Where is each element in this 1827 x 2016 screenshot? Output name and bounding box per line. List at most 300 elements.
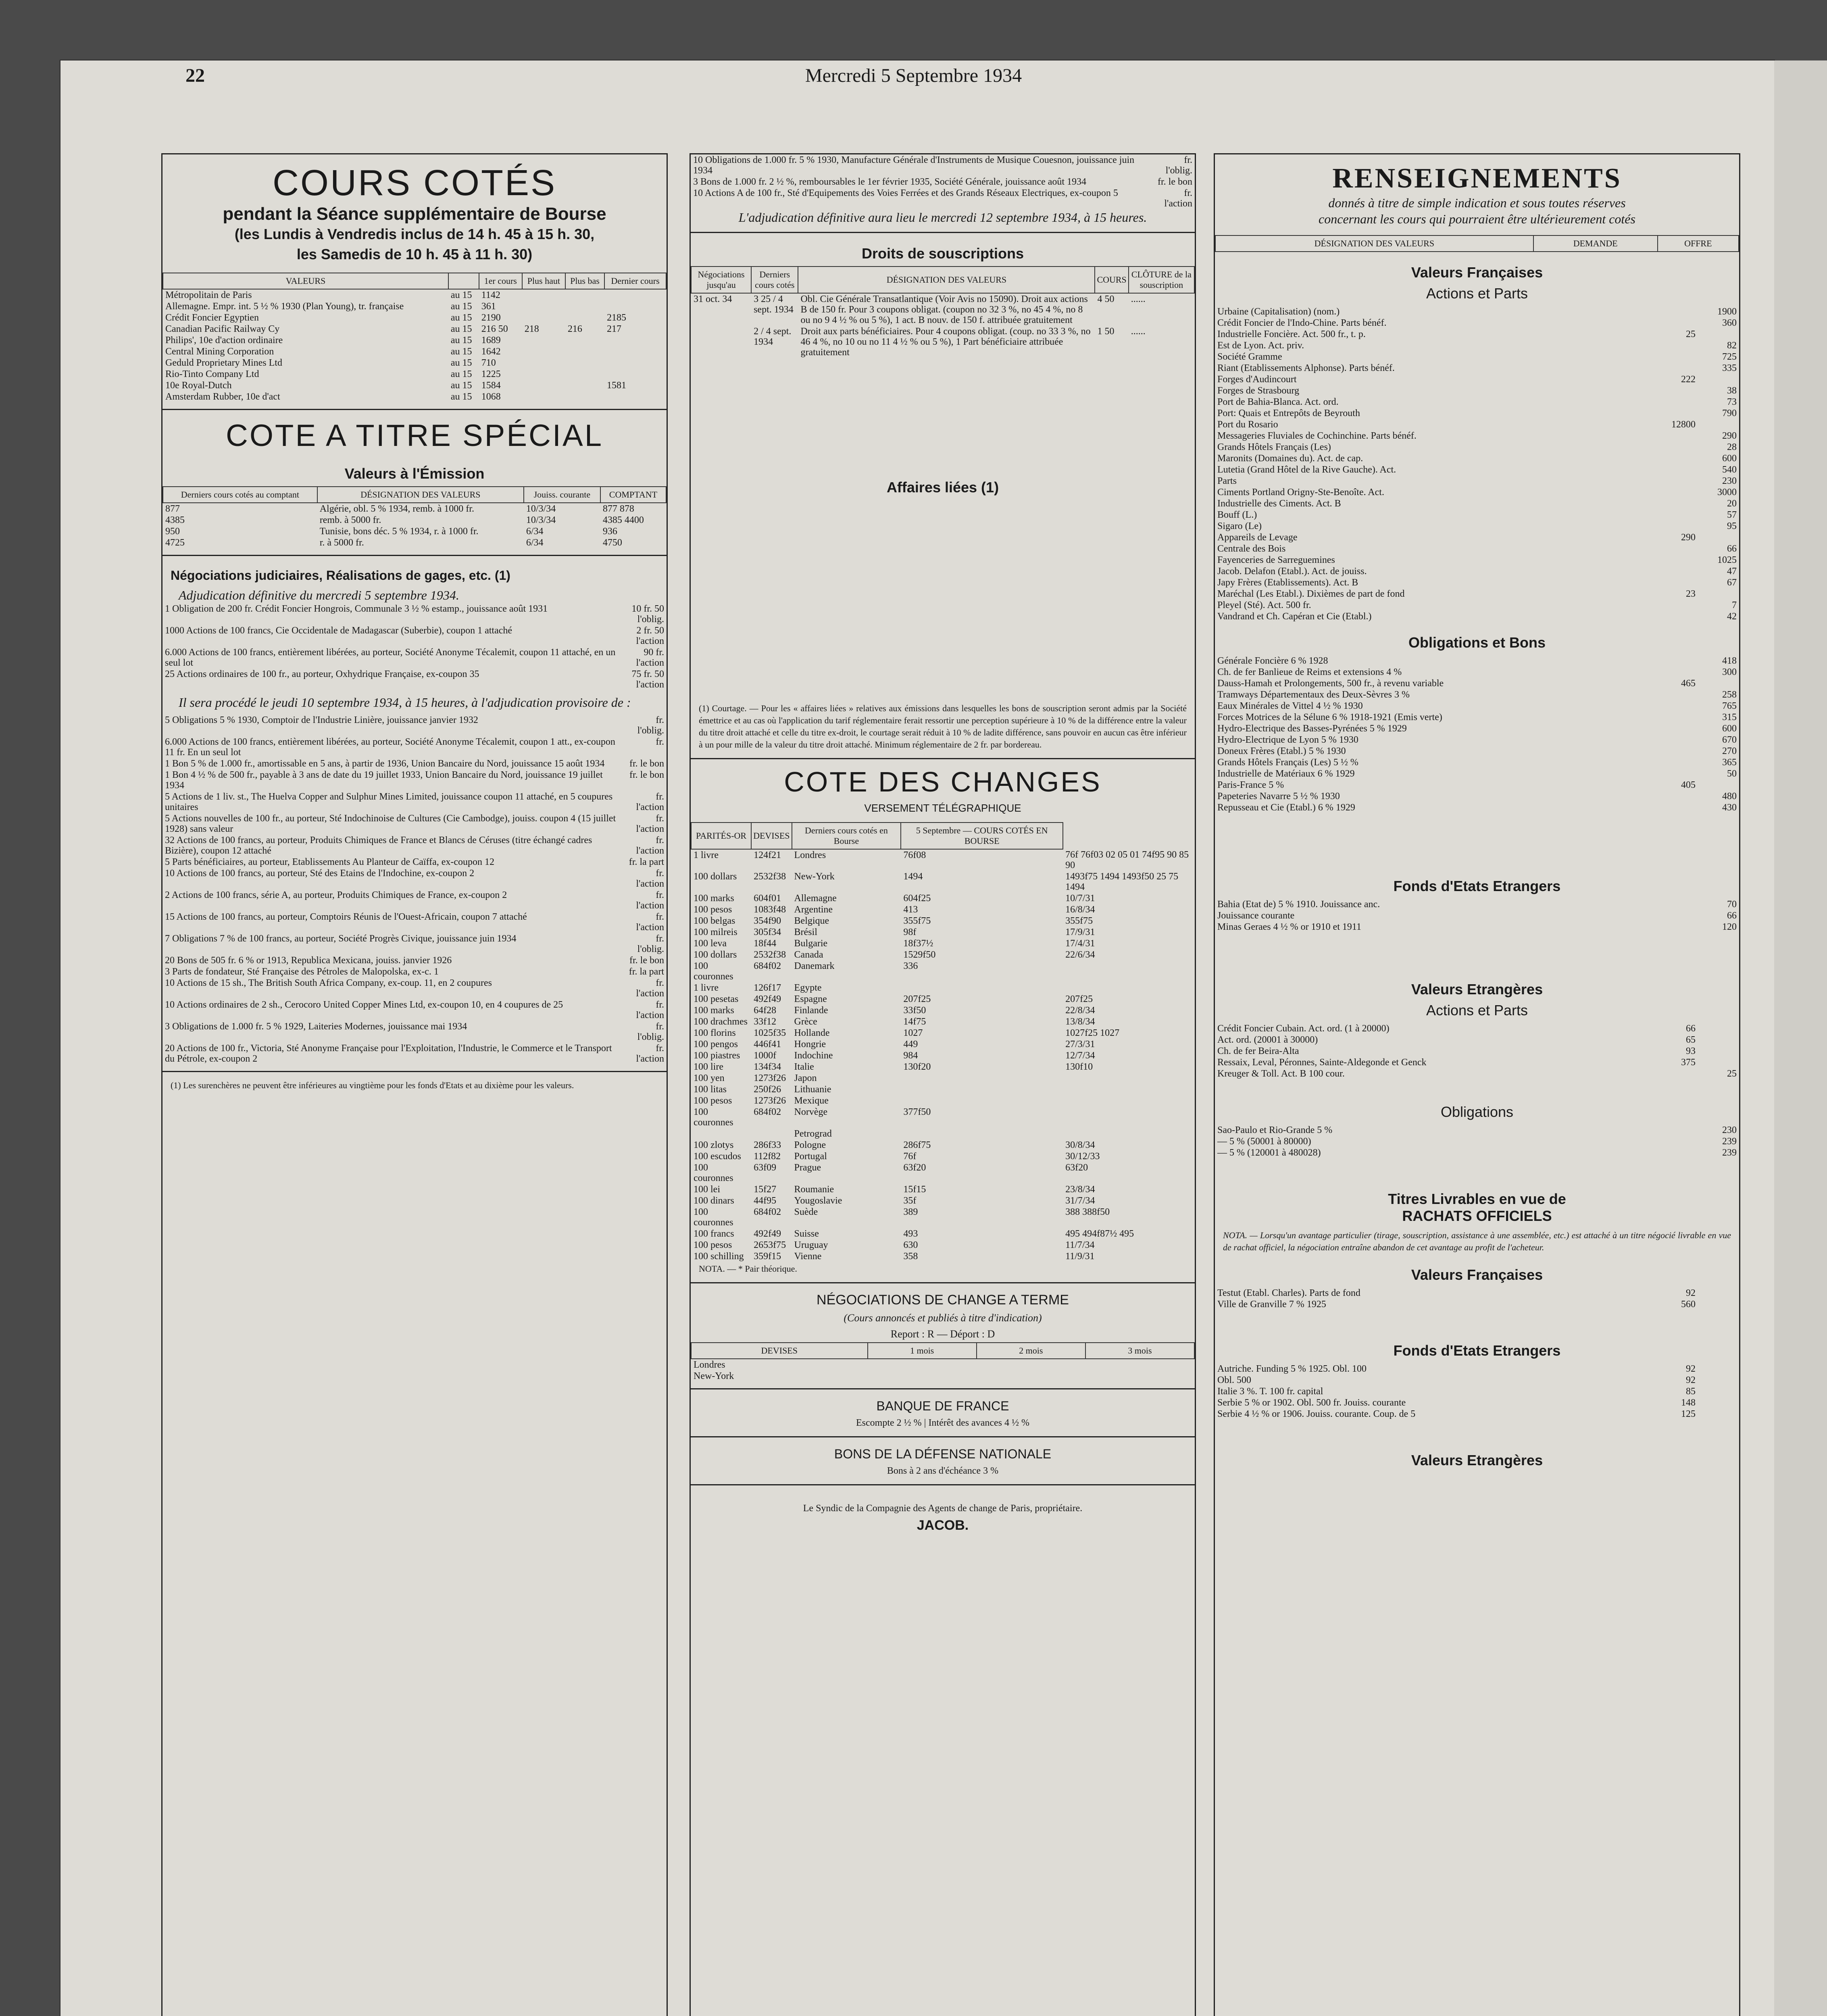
item-value: 28: [1727, 442, 1737, 452]
list-item: [162, 856, 667, 868]
item-label: Appareils de Levage: [1217, 532, 1298, 543]
table-cell: Yougoslavie: [794, 1195, 842, 1206]
list-item: [1215, 1299, 1739, 1310]
table-cell: 100 couronnes: [694, 1162, 733, 1183]
item-value: [1657, 351, 1698, 362]
table-cell: 100 marks: [694, 1005, 734, 1016]
item-value: 75 fr. 50 l'action: [631, 669, 664, 690]
table-cell: 100 pesetas: [694, 994, 739, 1004]
item-value: [1698, 1023, 1739, 1034]
renseignements-header: [1215, 235, 1739, 252]
table-row: [163, 301, 666, 312]
table-cell: 100 dinars: [694, 1195, 734, 1206]
table-row: [163, 391, 666, 402]
table-cell: [522, 369, 565, 380]
table-cell: [1063, 1073, 1195, 1084]
table-row: [691, 1151, 1195, 1162]
rens-tl-vf-list: [1215, 1287, 1739, 1310]
table-cell: Pologne: [794, 1140, 826, 1150]
item-label: Grands Hôtels Français (Les) 5 ½ %: [1217, 757, 1358, 768]
table-cell: Mexique: [794, 1095, 829, 1106]
item-value: 765: [1722, 701, 1737, 711]
list-item: [1215, 1045, 1739, 1057]
renseignements-sub2: concernant les cours qui pourraient être ultérieurement cotés: [1319, 212, 1635, 226]
table-cell: [522, 301, 565, 312]
changes-nota: NOTA. — * Pair théorique.: [699, 1264, 797, 1274]
table-row: [163, 526, 666, 537]
column-changes: [690, 153, 1196, 2016]
item-value: 405: [1681, 780, 1696, 790]
item-label: Société Gramme: [1217, 352, 1282, 362]
section-valeurs-francaises-2: Valeurs Françaises: [1411, 1266, 1543, 1283]
item-value: [1698, 1397, 1739, 1408]
item-value: 92: [1686, 1364, 1696, 1374]
table-cell: 1225: [481, 369, 501, 379]
table-cell: New-York: [794, 871, 835, 882]
list-item: [1215, 1057, 1739, 1068]
list-item: [162, 769, 667, 791]
list-item: [1215, 1363, 1739, 1375]
column-renseignements: [1214, 153, 1740, 2016]
list-item: [1215, 419, 1739, 430]
item-label: 1 Obligation de 200 fr. Crédit Foncier Hongrois, Communale 3 ½ % estamp., jouissance août 1931: [165, 604, 548, 614]
list-item: [1215, 734, 1739, 746]
list-item: [162, 889, 667, 911]
list-item: [1215, 921, 1739, 933]
renseignements-sub1: donnés à titre de simple indication et sous toutes réserves: [1328, 196, 1626, 210]
table-cell: 4385: [165, 515, 185, 525]
list-item: [1215, 1386, 1739, 1397]
table-cell: 100 milreis: [694, 927, 737, 937]
list-item: [1215, 689, 1739, 700]
column-cours-cotes: [161, 153, 668, 2016]
table-cell: [1063, 1106, 1195, 1128]
table-cell: 130f10: [1065, 1062, 1093, 1072]
item-value: [1698, 678, 1739, 689]
table-cell: [565, 312, 604, 323]
item-label: 32 Actions de 100 francs, au porteur, Produits Chimiques de France et Blancs de Céruses (titre échangé cadres Bizière), coupon 12 attaché: [165, 835, 592, 856]
table-cell: 100 pesos: [694, 1240, 732, 1250]
cours-table: [162, 273, 667, 402]
item-value: fr. l'action: [1164, 188, 1192, 209]
item-value: 67: [1727, 577, 1737, 588]
table-cell: 130f20: [903, 1062, 931, 1072]
item-value: [1657, 757, 1698, 768]
item-value: [1657, 689, 1698, 700]
table-cell: 286f75: [903, 1140, 931, 1150]
list-item: [1215, 487, 1739, 498]
item-value: fr. le bon: [629, 955, 664, 966]
column-header: DEVISES: [691, 1343, 868, 1359]
list-item: [162, 1021, 667, 1043]
list-item: [1215, 385, 1739, 396]
item-value: 670: [1722, 735, 1737, 745]
table-cell: [565, 391, 604, 402]
item-value: fr. le bon: [1158, 177, 1192, 187]
item-label: 5 Actions de 1 liv. st., The Huelva Copper and Sulphur Mines Limited, jouissance coupon 11 attaché, en 5 coupures unitaires: [165, 791, 613, 812]
column-header: Plus haut: [522, 273, 565, 289]
item-value: [1657, 655, 1698, 666]
item-value: 560: [1681, 1299, 1696, 1310]
item-label: Crédit Foncier Cubain. Act. ord. (1 à 20000): [1217, 1023, 1390, 1034]
table-row: [691, 1050, 1195, 1061]
item-label: Tramways Départementaux des Deux-Sèvres 3 %: [1217, 689, 1410, 700]
rens-fonds-list: [1215, 899, 1739, 933]
table-cell: Hollande: [794, 1028, 830, 1038]
item-label: Ch. de fer Beira-Alta: [1217, 1046, 1299, 1056]
item-value: 230: [1722, 476, 1737, 486]
section-actions-parts: Actions et Parts: [1426, 285, 1528, 302]
item-value: 90 fr. l'action: [636, 647, 664, 668]
changes-subtitle: VERSEMENT TÉLÉGRAPHIQUE: [864, 802, 1021, 814]
item-value: [1657, 577, 1698, 588]
item-value: 85: [1686, 1386, 1696, 1397]
list-item: [1215, 566, 1739, 577]
table-cell: Geduld Proprietary Mines Ltd: [165, 358, 282, 368]
table-cell: Londres: [694, 1360, 725, 1370]
list-item: [1215, 317, 1739, 329]
item-label: Serbie 5 % or 1902. Obl. 500 fr. Jouiss. courante: [1217, 1397, 1406, 1408]
item-value: [1698, 1363, 1739, 1375]
table-row: [691, 893, 1195, 904]
list-item: [1215, 543, 1739, 554]
list-item: [1215, 1147, 1739, 1158]
table-row: [691, 1139, 1195, 1151]
column-header: COURS: [1095, 267, 1128, 293]
table-cell: [1063, 960, 1195, 982]
list-item: [1215, 475, 1739, 487]
item-value: 230: [1722, 1125, 1737, 1135]
column-header: Derniers cours cotés en Bourse: [792, 823, 901, 849]
item-value: [1657, 430, 1698, 442]
item-label: Sigaro (Le): [1217, 521, 1262, 531]
table-cell: 4750: [602, 537, 622, 548]
table-cell: au 15: [450, 346, 472, 357]
table-cell: 388 388f50: [1065, 1207, 1110, 1217]
item-label: Pleyel (Sté). Act. 500 fr.: [1217, 600, 1311, 610]
table-cell: 630: [903, 1240, 918, 1250]
table-cell: 604f01: [754, 893, 781, 904]
list-item: [1215, 600, 1739, 611]
table-cell: 1027: [903, 1028, 923, 1038]
item-label: Kreuger & Toll. Act. B 100 cour.: [1217, 1068, 1345, 1079]
table-cell: 10/7/31: [1065, 893, 1095, 904]
item-value: [1698, 779, 1739, 791]
column-header: Jouiss. courante: [524, 487, 600, 503]
column-header: Derniers cours cotés au comptant: [163, 487, 317, 503]
table-cell: 358: [903, 1251, 918, 1262]
table-cell: 1142: [481, 290, 500, 300]
list-item: [162, 911, 667, 933]
item-value: [1657, 600, 1698, 611]
item-value: 365: [1722, 757, 1737, 768]
item-value: 66: [1727, 544, 1737, 554]
table-cell: 216 50: [481, 324, 508, 334]
terme-report: Report : R — Déport : D: [890, 1328, 995, 1340]
item-value: [1698, 1299, 1739, 1310]
divider: [691, 232, 1195, 233]
table-row: [691, 1016, 1195, 1027]
table-cell: 100 marks: [694, 893, 734, 904]
list-item: [162, 1043, 667, 1064]
list-item: [1215, 1375, 1739, 1386]
table-cell: 1642: [481, 346, 501, 357]
table-cell: 11/7/34: [1065, 1240, 1095, 1250]
terme-table: [691, 1342, 1195, 1382]
item-value: fr. l'action: [636, 912, 664, 933]
item-label: Jouissance courante: [1217, 910, 1295, 921]
table-row: [691, 960, 1195, 982]
table-cell: Lithuanie: [794, 1084, 831, 1095]
list-item: [1215, 442, 1739, 453]
table-cell: 18f44: [754, 938, 777, 949]
item-value: [1657, 746, 1698, 757]
table-row: [691, 871, 1195, 893]
table-row: [691, 1128, 1195, 1139]
table-row: [691, 293, 1194, 326]
table-cell: 1 livre: [694, 983, 719, 993]
item-value: [1657, 340, 1698, 351]
table-cell: 2532f38: [754, 871, 786, 882]
table-row: [163, 537, 666, 548]
table-cell: 250f26: [754, 1084, 781, 1095]
table-row: [691, 949, 1195, 960]
column-header: 3 mois: [1085, 1343, 1194, 1359]
item-value: fr. la part: [629, 857, 664, 867]
table-cell: 100 drachmes: [694, 1016, 748, 1027]
list-item: [1215, 666, 1739, 678]
item-value: 290: [1722, 431, 1737, 441]
table-cell: Danemark: [794, 961, 835, 971]
item-value: 540: [1722, 464, 1737, 475]
item-label: Hydro-Electrique de Lyon 5 % 1930: [1217, 735, 1358, 745]
divider: [162, 409, 667, 410]
table-cell: 98f: [903, 927, 917, 937]
item-label: 10 Actions de 100 francs, au porteur, Sté des Etains de l'Indochine, ex-coupon 2: [165, 868, 475, 879]
table-cell: 389: [903, 1207, 918, 1217]
table-cell: 33f12: [754, 1016, 777, 1027]
item-value: 790: [1722, 408, 1737, 419]
item-value: 57: [1727, 510, 1737, 520]
item-label: Papeteries Navarre 5 ½ % 1930: [1217, 791, 1340, 802]
item-value: 725: [1722, 352, 1737, 362]
divider: [691, 1388, 1195, 1389]
item-label: Repusseau et Cie (Etabl.) 6 % 1929: [1217, 802, 1355, 813]
section-actions-parts-etr: Actions et Parts: [1426, 1002, 1528, 1018]
item-label: Bouff (L.): [1217, 510, 1257, 520]
table-row: [163, 312, 666, 323]
table-cell: [977, 1370, 1085, 1382]
item-value: [1657, 396, 1698, 408]
item-label: Paris-France 5 %: [1217, 780, 1284, 790]
table-cell: Rio-Tinto Company Ltd: [165, 369, 259, 379]
table-cell: 100 couronnes: [694, 1207, 733, 1228]
table-cell: 1273f26: [754, 1073, 786, 1083]
table-row: [691, 904, 1195, 915]
table-cell: 76f08: [903, 850, 926, 860]
item-value: 222: [1681, 374, 1696, 385]
judiciaires-list-provisoire: [162, 714, 667, 1064]
item-value: fr. le bon: [629, 758, 664, 769]
table-row: [691, 1239, 1195, 1251]
list-item: [162, 758, 667, 769]
table-cell: Finlande: [794, 1005, 828, 1016]
table-cell: [691, 1128, 751, 1139]
table-cell: 6/34: [526, 526, 544, 537]
adjudication-final: L'adjudication définitive aura lieu le mercredi 12 septembre 1934, à 15 heures.: [738, 210, 1147, 225]
list-item: [691, 187, 1195, 209]
table-row: [691, 1084, 1195, 1095]
item-label: 15 Actions de 100 francs, au porteur, Comptoirs Réunis de l'Ouest-Africain, coupon 7 attaché: [165, 912, 527, 922]
table-cell: 1 50: [1097, 326, 1115, 337]
table-cell: 13/8/34: [1065, 1016, 1095, 1027]
item-value: [1698, 419, 1739, 430]
column-header: PARITÉS-OR: [691, 823, 751, 849]
item-value: [1657, 306, 1698, 317]
section-fonds-etats: Fonds d'Etats Etrangers: [1393, 878, 1561, 894]
item-value: [1698, 374, 1739, 385]
table-cell: 684f02: [754, 1207, 781, 1217]
table-cell: 377f50: [903, 1107, 931, 1117]
item-value: [1657, 712, 1698, 723]
item-value: 125: [1681, 1409, 1696, 1419]
item-label: 1 Bon 4 ½ % de 500 fr., payable à 3 ans de date du 19 juillet 1933, Union Bancaire du Nord, jouissance 19 juillet 1934: [165, 770, 603, 791]
table-cell: 100 dollars: [694, 950, 737, 960]
table-cell: 684f02: [754, 1107, 781, 1117]
table-row: [691, 982, 1195, 993]
special-title: COTE A TITRE SPÉCIAL: [226, 419, 603, 453]
rens-etr-actions-list: [1215, 1023, 1739, 1079]
table-cell: 15f27: [754, 1184, 777, 1195]
table-cell: 1493f75 1494 1493f50 25 75 1494: [1065, 871, 1179, 892]
judiciaires-list-continued: [691, 154, 1195, 209]
affaires-liees: Affaires liées (1): [886, 479, 999, 496]
page-header: [101, 60, 1726, 93]
column-header: 1er cours: [479, 273, 522, 289]
table-cell: Vienne: [794, 1251, 822, 1262]
list-item: [1215, 910, 1739, 921]
table-cell: 710: [481, 358, 496, 368]
list-item: [1215, 554, 1739, 566]
table-cell: Canada: [794, 950, 823, 960]
list-item: [1215, 1068, 1739, 1079]
table-row: [691, 1195, 1195, 1206]
table-cell: Central Mining Corporation: [165, 346, 274, 357]
item-value: 2 fr. 50 l'action: [636, 625, 664, 646]
list-item: [1215, 577, 1739, 588]
item-value: [1657, 910, 1698, 921]
item-value: [1698, 1034, 1739, 1045]
column-header: 2 mois: [977, 1343, 1085, 1359]
list-item: [1215, 509, 1739, 521]
table-cell: 100 schilling: [694, 1251, 744, 1262]
list-item: [1215, 521, 1739, 532]
item-label: Port: Quais et Entrepôts de Beyrouth: [1217, 408, 1360, 419]
list-item: [1215, 899, 1739, 910]
section-valeurs-etrangeres: Valeurs Etrangères: [1411, 981, 1543, 998]
table-cell: Suède: [794, 1207, 818, 1217]
item-label: Centrale des Bois: [1217, 544, 1286, 554]
item-value: 12800: [1671, 419, 1696, 430]
adjudication-date: Adjudication définitive du mercredi 5 septembre 1934.: [179, 588, 459, 602]
table-row: [691, 1228, 1195, 1239]
item-label: 25 Actions ordinaires de 100 fr., au porteur, Oxhydrique Française, ex-coupon 35: [165, 669, 479, 679]
item-value: fr. l'action: [636, 791, 664, 812]
item-value: 239: [1722, 1148, 1737, 1158]
table-cell: 100 litas: [694, 1084, 727, 1095]
table-cell: 2185: [607, 312, 626, 323]
table-cell: 1 livre: [694, 850, 719, 860]
banque-title: BANQUE DE FRANCE: [876, 1399, 1009, 1413]
item-value: 23: [1686, 589, 1696, 599]
column-header: 5 Septembre — COURS COTÉS EN BOURSE: [901, 823, 1063, 849]
table-cell: Uruguay: [794, 1240, 828, 1250]
table-cell: 1025f35: [754, 1028, 786, 1038]
cours-title: COURS COTÉS: [272, 163, 557, 203]
item-value: [1657, 509, 1698, 521]
item-value: 600: [1722, 453, 1737, 464]
column-header: DÉSIGNATION DES VALEURS: [317, 487, 524, 503]
table-cell: 100 leva: [694, 938, 727, 949]
table-row: [163, 369, 666, 380]
table-row: [691, 849, 1195, 871]
table-cell: 100 florins: [694, 1028, 736, 1038]
table-cell: Argentine: [794, 904, 833, 915]
table-cell: 100 couronnes: [694, 1107, 733, 1128]
table-cell: [604, 301, 666, 312]
table-row: [163, 289, 666, 301]
item-label: Est de Lyon. Act. priv.: [1217, 340, 1304, 351]
column-header: DEMANDE: [1533, 235, 1658, 252]
item-value: [1657, 723, 1698, 734]
table-cell: 216: [567, 324, 582, 334]
table-row: [691, 1106, 1195, 1128]
table-row: [691, 1206, 1195, 1228]
table-cell: 17/9/31: [1065, 927, 1095, 937]
cours-hours: (les Lundis à Vendredis inclus de 14 h. 45 à 15 h. 30,: [234, 226, 595, 242]
table-cell: Prague: [794, 1162, 821, 1173]
table-cell: [604, 369, 666, 380]
item-value: 148: [1681, 1397, 1696, 1408]
table-cell: 495 494f87½ 495: [1065, 1229, 1134, 1239]
item-value: 120: [1722, 922, 1737, 932]
table-cell: au 15: [450, 358, 472, 368]
item-label: 10 Actions A de 100 fr., Sté d'Equipements des Voies Ferrées et des Grands Réseaux Electriques, ex-coupon 5: [693, 188, 1118, 198]
list-item: [162, 835, 667, 856]
table-cell: 984: [903, 1050, 918, 1061]
table-row: [691, 326, 1194, 358]
item-value: fr. la part: [629, 966, 664, 977]
table-cell: 100 lire: [694, 1062, 723, 1072]
table-cell: Petrograd: [794, 1129, 832, 1139]
item-value: [1698, 1057, 1739, 1068]
table-row: [691, 1095, 1195, 1106]
item-label: 7 Obligations 7 % de 100 francs, au porteur, Société Progrès Civique, jouissance juin 1934: [165, 933, 517, 944]
table-cell: [604, 357, 666, 369]
terme-subtitle: (Cours annoncés et publiés à titre d'indication): [844, 1312, 1042, 1324]
item-label: 6.000 Actions de 100 francs, entièrement libérées, au porteur, Société Anonyme Técalemit, coupon 11 attaché, en un seul lot: [165, 647, 616, 668]
table-cell: [565, 369, 604, 380]
list-item: [1215, 1397, 1739, 1408]
table-cell: 1494: [903, 871, 923, 882]
table-row: [691, 915, 1195, 927]
table-cell: au 15: [450, 369, 472, 379]
list-item: [1215, 374, 1739, 385]
item-label: Sao-Paulo et Rio-Grande 5 %: [1217, 1125, 1333, 1135]
item-label: Forces Motrices de la Sélune 6 % 1918-1921 (Emis verte): [1217, 712, 1442, 723]
table-cell: Hongrie: [794, 1039, 826, 1050]
table-cell: [1085, 1359, 1194, 1370]
